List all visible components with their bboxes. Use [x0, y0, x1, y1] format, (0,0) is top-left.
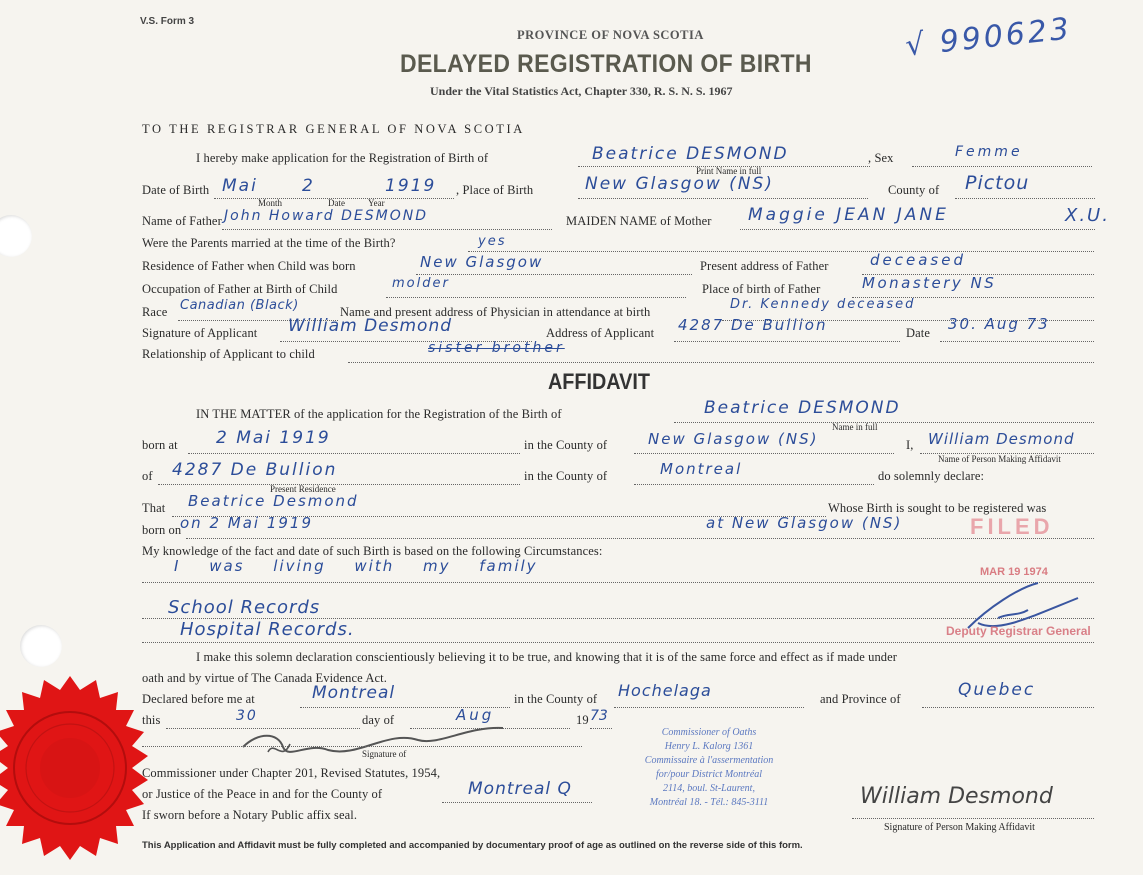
father-label: Name of Father — [142, 214, 222, 228]
year-prefix: 19 — [576, 713, 589, 727]
solemn-line-1: I make this solemn declaration conscientiously believing it to be true, and knowing that it is of the same force and effect as if made under — [196, 650, 898, 664]
person-signature-hint: Signature of Person Making Affidavit — [884, 822, 1035, 833]
person-making-affidavit-hint: Name of Person Making Affidavit — [938, 454, 1061, 464]
registration-number: √ 990623 — [903, 11, 1074, 64]
county-label: County of — [888, 183, 940, 197]
print-name-hint: Print Name in full — [696, 166, 762, 176]
county-value: Pictou — [965, 172, 1030, 194]
stamp-line-5: 2114, boul. St-Laurent, — [663, 783, 755, 794]
pob-value: New Glasgow (NS) — [585, 174, 774, 194]
punch-hole-top — [0, 215, 32, 257]
of-label: of — [142, 469, 153, 483]
knowledge-text: My knowledge of the fact and date of such Birth is based on the following Circumstances: — [142, 544, 603, 558]
that-label: That — [142, 501, 166, 515]
addressee: TO THE REGISTRAR GENERAL OF NOVA SCOTIA — [142, 122, 525, 136]
residence-value: New Glasgow — [420, 253, 544, 271]
stamp-line-4: for/pour District Montréal — [655, 769, 763, 780]
punch-hole-bottom — [20, 625, 62, 667]
child-name-value: Beatrice DESMOND — [592, 144, 789, 164]
month-value: Aug — [456, 706, 495, 724]
this-label: this — [142, 713, 161, 727]
notary-text: If sworn before a Notary Public affix seal. — [142, 808, 358, 822]
father-value: John Howard DESMOND — [224, 208, 428, 224]
page-title: DELAYED REGISTRATION OF BIRTH — [400, 50, 812, 78]
person-signature-value: William Desmond — [860, 784, 1053, 809]
affidavit-heading: AFFIDAVIT — [548, 369, 650, 394]
dob-month-value: Mai — [222, 176, 258, 196]
affidavit-county-label: in the County of — [524, 438, 608, 452]
circumstances-line-3: Hospital Records. — [180, 619, 355, 640]
commissioner-stamp — [618, 726, 800, 810]
matter-value: Beatrice DESMOND — [704, 398, 901, 418]
month-hint: Month — [258, 198, 283, 208]
occupation-label: Occupation of Father at Birth of Child — [142, 282, 338, 296]
justice-text: or Justice of the Peace in and for the County of — [142, 787, 383, 801]
circumstances-line-1: I was living with my family — [174, 557, 538, 575]
declared-label: Declared before me at — [142, 692, 255, 706]
mother-label: MAIDEN NAME of Mother — [566, 214, 712, 228]
affidavit-county2-label: in the County of — [524, 469, 608, 483]
born-on-label: born on — [142, 523, 182, 537]
day-of-label: day of — [362, 713, 395, 727]
physician-value: Dr. Kennedy deceased — [730, 297, 916, 312]
race-value: Canadian (Black) — [180, 298, 299, 313]
stamp-line-1: Commissioner of Oaths — [661, 727, 757, 738]
sex-label: , Sex — [868, 151, 894, 165]
declare-label: do solemnly declare: — [878, 469, 985, 483]
applicant-signature-value: William Desmond — [288, 316, 453, 336]
commissioner-text: Commissioner under Chapter 201, Revised Statutes, 1954, — [142, 766, 441, 780]
deputy-registrar-stamp: Deputy Registrar General — [946, 624, 1091, 638]
name-in-full-hint: Name in full — [832, 422, 878, 432]
page-subtitle: Under the Vital Statistics Act, Chapter 330, R. S. N. S. 1967 — [430, 84, 733, 98]
residence-of-value: 4287 De Bullion — [172, 460, 338, 480]
sex-value: Femme — [955, 144, 1023, 160]
applicant-signature-label: Signature of Applicant — [142, 326, 258, 340]
married-value: yes — [478, 234, 507, 249]
commissioner-signature — [238, 722, 508, 766]
i-label: I, — [906, 438, 914, 452]
affidavit-county-value: New Glasgow (NS) — [648, 430, 819, 448]
matter-text: IN THE MATTER of the application for the Registration of the Birth of — [196, 407, 562, 421]
filed-date-stamp: MAR 19 1974 — [980, 566, 1048, 578]
red-seal-icon — [0, 668, 160, 868]
province-value: Quebec — [958, 680, 1036, 700]
deponent-name-value: William Desmond — [928, 430, 1075, 448]
relationship-value: sister brother — [428, 340, 565, 356]
affidavit-county2-value: Montreal — [660, 460, 743, 478]
occupation-value: molder — [392, 276, 450, 291]
intro-text: I hereby make application for the Registration of Birth of — [196, 151, 489, 165]
footer-note: This Application and Affidavit must be fully completed and accompanied by documentary proof of age as outlined on the reverse side of this form. — [142, 840, 803, 851]
residence-label: Residence of Father when Child was born — [142, 259, 356, 273]
that-value: Beatrice Desmond — [188, 492, 359, 510]
stamp-line-3: Commissaire à l'assermentation — [644, 755, 774, 766]
born-at-place-value: at New Glasgow (NS) — [706, 514, 903, 532]
married-label: Were the Parents married at the time of the Birth? — [142, 236, 396, 250]
justice-county-value: Montreal Q — [468, 779, 572, 799]
dob-label: Date of Birth — [142, 183, 210, 197]
mother-value: Maggie JEAN JANE — [748, 205, 949, 225]
declared-county-label: in the County of — [514, 692, 598, 706]
date-hint: Date — [328, 198, 345, 208]
year-value: 73 — [590, 708, 608, 724]
present-address-value: deceased — [870, 251, 966, 269]
pob-label: , Place of Birth — [456, 183, 534, 197]
born-at-value: 2 Mai 1919 — [216, 428, 331, 448]
relationship-label: Relationship of Applicant to child — [142, 347, 315, 361]
declared-county-value: Hochelaga — [618, 681, 712, 700]
father-pob-label: Place of birth of Father — [702, 282, 821, 296]
present-address-label: Present address of Father — [700, 259, 829, 273]
stamp-line-6: Montréal 18. - Tél.: 845-3111 — [649, 797, 769, 808]
year-hint: Year — [368, 198, 385, 208]
mother-note: X.U. — [1065, 205, 1110, 226]
born-at-label: born at — [142, 438, 178, 452]
applicant-address-label: Address of Applicant — [546, 326, 655, 340]
province-label: and Province of — [820, 692, 901, 706]
application-date-label: Date — [906, 326, 930, 340]
race-label: Race — [142, 305, 168, 319]
form-number: V.S. Form 3 — [140, 16, 195, 27]
declared-at-value: Montreal — [312, 683, 396, 703]
physician-label: Name and present address of Physician in attendance at birth — [340, 305, 651, 319]
stamp-line-2: Henry L. Kalorg 1361 — [664, 741, 754, 752]
dob-date-value: 2 — [302, 176, 315, 196]
solemn-line-2: oath and by virtue of The Canada Evidence Act. — [142, 671, 387, 685]
province-heading: PROVINCE OF NOVA SCOTIA — [517, 28, 704, 42]
father-pob-value: Monastery NS — [862, 274, 997, 292]
applicant-address-value: 4287 De Bullion — [678, 316, 828, 334]
present-residence-hint: Present Residence — [270, 484, 336, 494]
dob-year-value: 1919 — [385, 176, 437, 196]
circumstances-line-2: School Records — [168, 597, 321, 618]
filed-stamp: FILED — [970, 514, 1054, 539]
signature-of-hint: Signature of — [362, 749, 407, 759]
born-on-value: on 2 Mai 1919 — [180, 514, 314, 532]
day-value: 30 — [236, 708, 258, 724]
whose-birth-label: Whose Birth is sought to be registered was — [828, 501, 1047, 515]
application-date-value: 30. Aug 73 — [948, 315, 1050, 333]
